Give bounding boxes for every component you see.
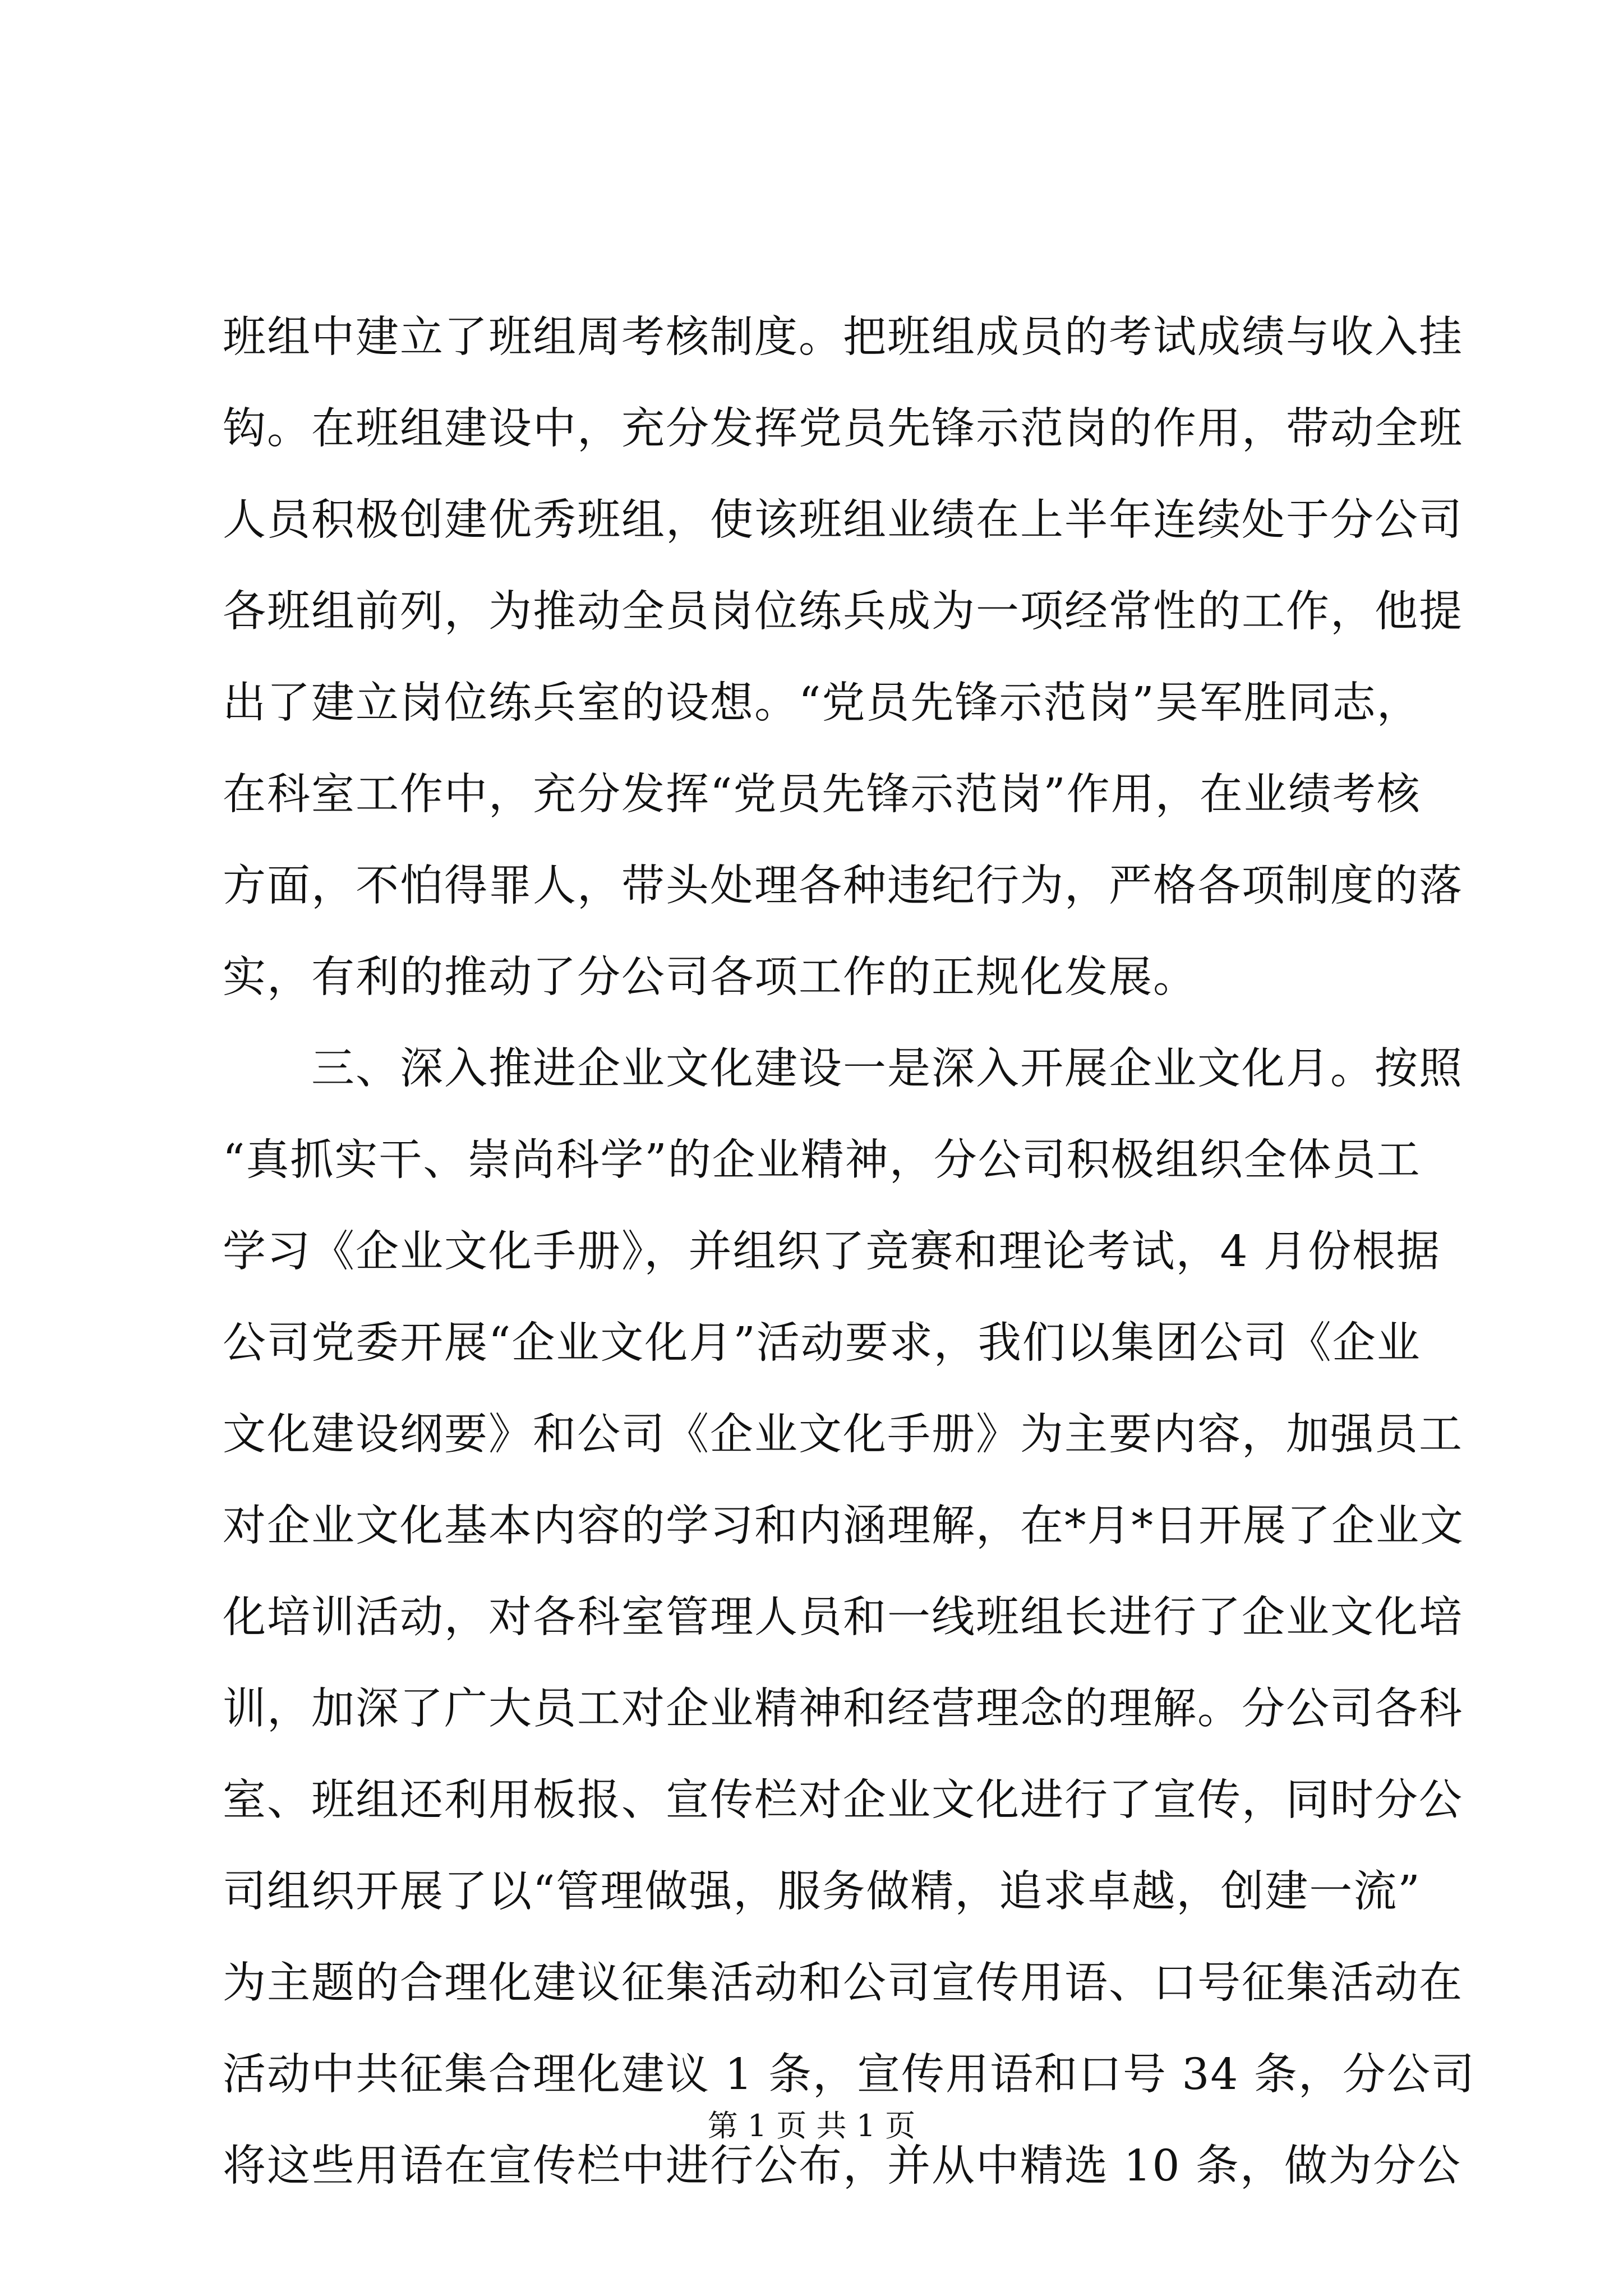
text-line: 在科室工作中，充分发挥“党员先锋示范岗”作用，在业绩考核: [223, 770, 1421, 820]
text-line: 为主题的合理化建议征集活动和公司宣传用语、口号征集活动在: [223, 1958, 1463, 2008]
page-footer: 第 1 页 共 1 页: [707, 2108, 916, 2143]
text-line: 学习《企业文化手册》，并组织了竞赛和理论考试，4 月份根据: [223, 1227, 1441, 1277]
text-line: 班组中建立了班组周考核制度。把班组成员的考试成绩与收入挂: [223, 312, 1463, 362]
text-line: 出了建立岗位练兵室的设想。“党员先锋示范岗”吴军胜同志，: [223, 678, 1421, 728]
text-line: 三、深入推进企业文化建设一是深入开展企业文化月。按照: [223, 1044, 1463, 1094]
text-line: 钩。在班组建设中，充分发挥党员先锋示范岗的作用，带动全班: [223, 404, 1463, 454]
text-line: 公司党委开展“企业文化月”活动要求，我们以集团公司《企业: [223, 1318, 1421, 1368]
text-line: 对企业文化基本内容的学习和内涵理解，在*月*日开展了企业文: [223, 1501, 1464, 1551]
text-line: 将这些用语在宣传栏中进行公布，并从中精选 10 条，做为分公: [223, 2141, 1461, 2191]
text-line: 室、班组还利用板报、宣传栏对企业文化进行了宣传，同时分公: [223, 1775, 1463, 1825]
text-line: 实，有利的推动了分公司各项工作的正规化发展。: [223, 953, 1197, 1002]
text-line: 活动中共征集合理化建议 1 条，宣传用语和口号 34 条，分公司: [223, 2050, 1476, 2100]
text-line: 司组织开展了以“管理做强，服务做精，追求卓越，创建一流”: [223, 1867, 1421, 1917]
text-line: 人员积极创建优秀班组，使该班组业绩在上半年连续处于分公司: [223, 495, 1463, 545]
text-line: 各班组前列，为推动全员岗位练兵成为一项经常性的工作，他提: [223, 587, 1463, 637]
text-line: 方面，不怕得罪人，带头处理各种违纪行为，严格各项制度的落: [223, 861, 1463, 911]
text-line: 训，加深了广大员工对企业精神和经营理念的理解。分公司各科: [223, 1684, 1463, 1734]
text-line: “真抓实干、崇尚科学”的企业精神，分公司积极组织全体员工: [223, 1135, 1421, 1185]
text-line: 化培训活动，对各科室管理人员和一线班组长进行了企业文化培: [223, 1593, 1463, 1642]
body-text: [223, 292, 1476, 2212]
text-line: 文化建设纲要》和公司《企业文化手册》为主要内容，加强员工: [223, 1410, 1463, 1460]
